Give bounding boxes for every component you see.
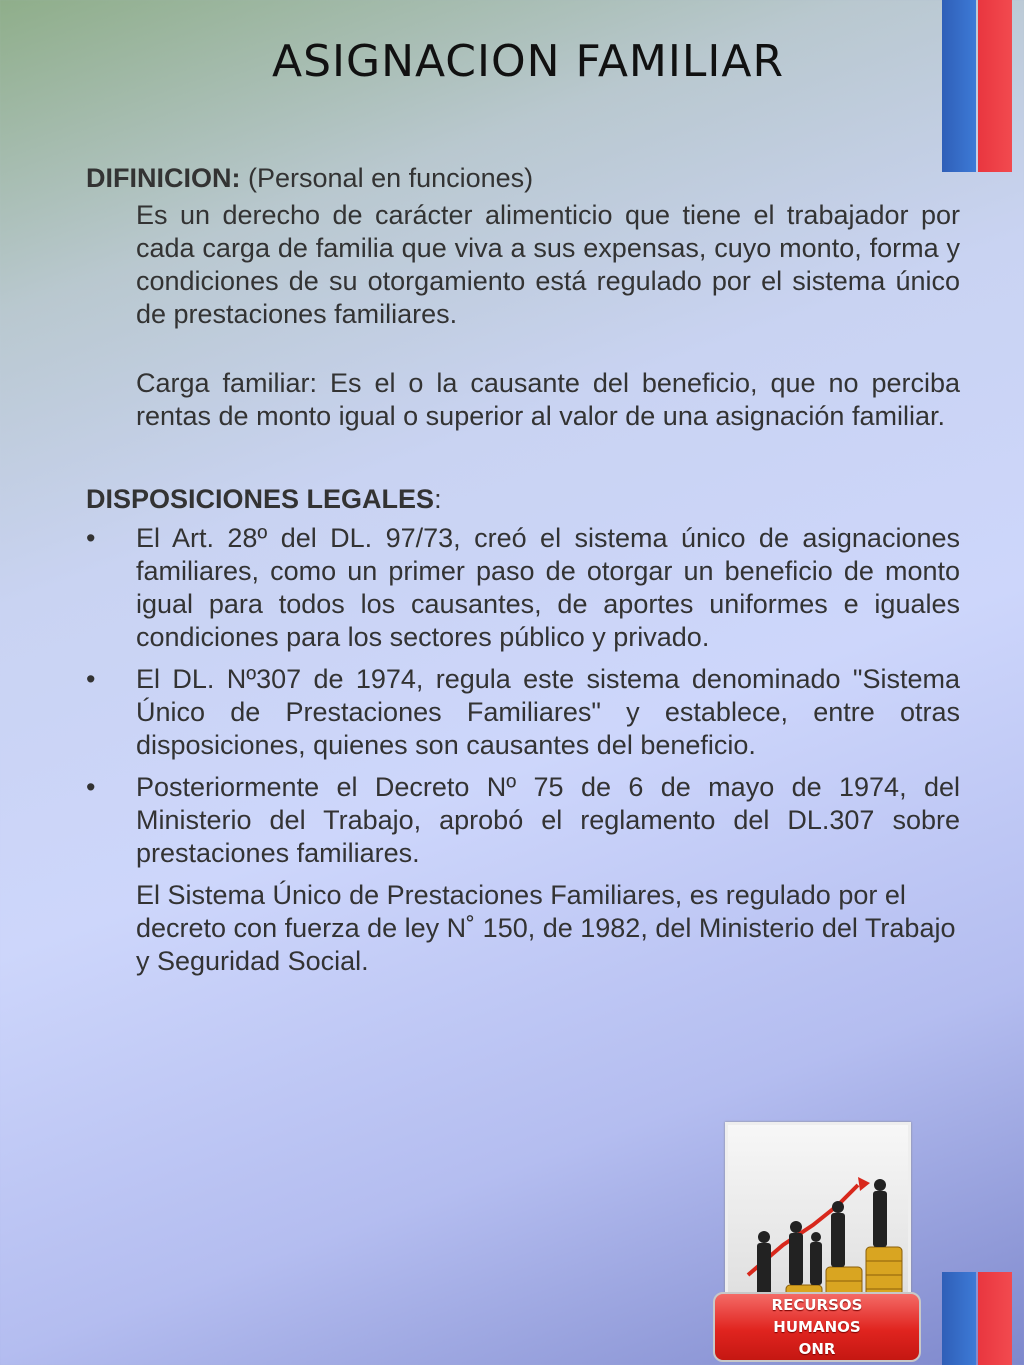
flag-stripe-red-bottom bbox=[978, 1272, 1012, 1365]
definicion-label: DIFINICION: bbox=[86, 163, 241, 193]
disposiciones-heading bbox=[86, 483, 960, 516]
closing-paragraph: El Sistema Único de Prestaciones Familiares, es regulado por el decreto con fuerza de ley N˚ 150, de 1982, del Ministerio del Trabajo y Seguridad Social. bbox=[136, 880, 956, 976]
recursos-humanos-badge bbox=[713, 1292, 921, 1362]
disposiciones-label: DISPOSICIONES LEGALES bbox=[86, 484, 435, 514]
flag-stripe-blue-bottom bbox=[942, 1272, 976, 1365]
list-item-text: Posteriormente el Decreto Nº 75 de 6 de mayo de 1974, del Ministerio del Trabajo, aprobó el reglamento del DL.307 sobre prestaciones familiares. bbox=[136, 772, 960, 868]
slide-title: ASIGNACION FAMILIAR bbox=[271, 36, 785, 87]
badge-line-3: ONR bbox=[798, 1340, 836, 1358]
list-item-text: El DL. Nº307 de 1974, regula este sistema denominado "Sistema Único de Prestaciones Familiares" y establece, entre otras disposiciones, quienes son causantes del beneficio. bbox=[136, 664, 960, 760]
definicion-paragraph: Es un derecho de carácter alimenticio que tiene el trabajador por cada carga de familia que viva a sus expensas, cuyo monto, forma y condiciones de su otorgamiento está regulado por el sistema único de prestaciones familiares. bbox=[136, 200, 960, 329]
definicion-heading bbox=[86, 162, 960, 195]
bullet-icon: • bbox=[86, 664, 96, 694]
bullet-icon: • bbox=[86, 772, 96, 802]
badge-line-2: HUMANOS bbox=[773, 1318, 861, 1336]
definicion-subtitle: (Personal en funciones) bbox=[248, 163, 534, 193]
carga-familiar-paragraph: Carga familiar: Es el o la causante del beneficio, que no perciba rentas de monto igual o superior al valor de una asignación familiar. bbox=[136, 368, 960, 431]
list-item-text: El Art. 28º del DL. 97/73, creó el sistema único de asignaciones familiares, como un primer paso de otorgar un beneficio de monto igual para todos los causantes, de aportes uniformes e iguales condiciones para los sectores público y privado. bbox=[136, 523, 960, 652]
list-item bbox=[86, 771, 960, 870]
list-item bbox=[86, 522, 960, 654]
disposiciones-list bbox=[86, 522, 960, 870]
list-item bbox=[86, 663, 960, 762]
bullet-icon: • bbox=[86, 523, 96, 553]
slide-body bbox=[86, 162, 960, 978]
disposiciones-colon: : bbox=[434, 484, 442, 514]
badge-line-1: RECURSOS bbox=[771, 1296, 863, 1314]
